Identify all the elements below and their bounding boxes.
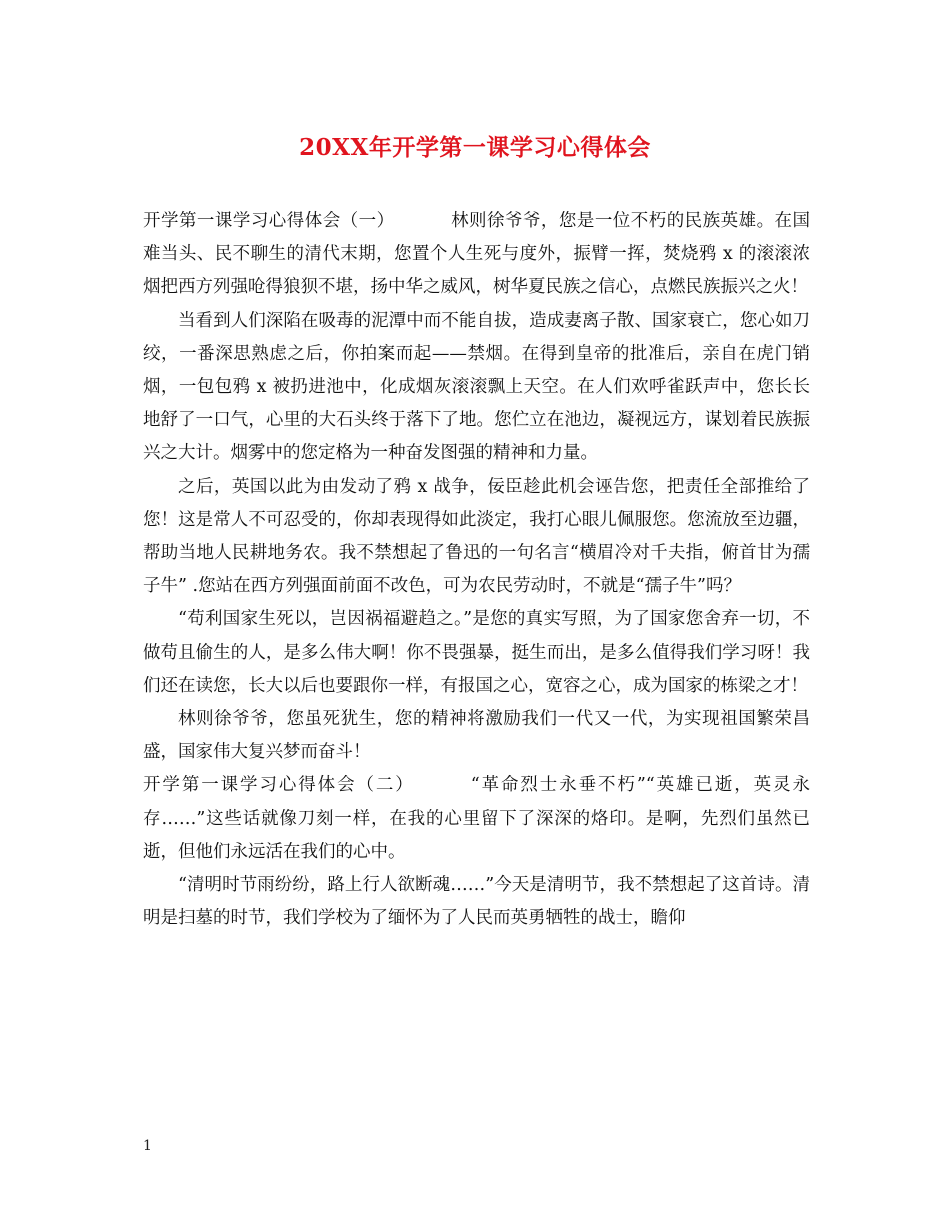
section-1-first-paragraph	[143, 205, 810, 305]
document-body	[143, 205, 810, 935]
paragraph-text: “革命烈士永垂不朽”“英雄已逝，英灵永存……”这些话就像刀刻一样，在我的心里留下了深深的烙印。是啊，先烈们虽然已逝，但他们永远活在我们的心中。	[143, 775, 810, 862]
section-1-heading: 开学第一课学习心得体会（一）	[143, 211, 395, 231]
section-2-first-paragraph	[143, 769, 810, 869]
document-title: 20XX年开学第一课学习心得体会	[299, 134, 651, 161]
section-1-paragraph-3: 之后，英国以此为由发动了鸦 x 战争，佞臣趁此机会诬告您，把责任全部推给了您！这是常人不可忍受的，你却表现得如此淡定，我打心眼儿佩服您。您流放至边疆，帮助当地人民耕地务农。我不禁想起了鲁迅的一句名言“横眉冷对千夫指，俯首甘为孺子牛” .您站在西方列强面前面不改色，可为农民劳动时，不就是“孺子牛”吗？	[143, 476, 810, 597]
section-2-heading: 开学第一课学习心得体会（二）	[143, 775, 415, 796]
section-2-paragraph-2: “清明时节雨纷纷，路上行人欲断魂……”今天是清明节，我不禁想起了这首诗。清明是扫墓的时节，我们学校为了缅怀为了人民而英勇牺牲的战士，瞻仰	[143, 875, 810, 929]
section-1-paragraph-4: “苟利国家生死以，岂因祸福避趋之。”是您的真实写照，为了国家您舍弃一切，不做苟且偷生的人，是多么伟大啊！你不畏强暴，挺生而出，是多么值得我们学习呀！我们还在读您，长大以后也要跟你一样，有报国之心，宽容之心，成为国家的栋梁之才！	[143, 609, 810, 696]
page-number: 1	[143, 1138, 152, 1154]
section-1-paragraph-5: 林则徐爷爷，您虽死犹生，您的精神将激励我们一代又一代，为实现祖国繁荣昌盛，国家伟大复兴梦而奋斗！	[143, 709, 810, 763]
section-1-paragraph-2: 当看到人们深陷在吸毒的泥潭中而不能自拔，造成妻离子散、国家衰亡，您心如刀绞，一番深思熟虑之后，你拍案而起——禁烟。在得到皇帝的批准后，亲自在虎门销烟，一包包鸦 x 被扔进池中，化成烟灰滚滚飘上天空。在人们欢呼雀跃声中，您长长地舒了一口气，心里的大石头终于落下了地。您伫立在池边，凝视远方，谋划着民族振兴之大计。烟雾中的您定格为一种奋发图强的精神和力量。	[143, 310, 810, 464]
paragraph-text: 林则徐爷爷，您是一位不朽的民族英雄。在国难当头、民不聊生的清代末期，您置个人生死与度外，振臂一挥，焚烧鸦 x 的滚滚浓烟把西方列强呛得狼狈不堪，扬中华之威风，树华夏民族之信心，点燃民族振兴之火！	[143, 211, 811, 298]
